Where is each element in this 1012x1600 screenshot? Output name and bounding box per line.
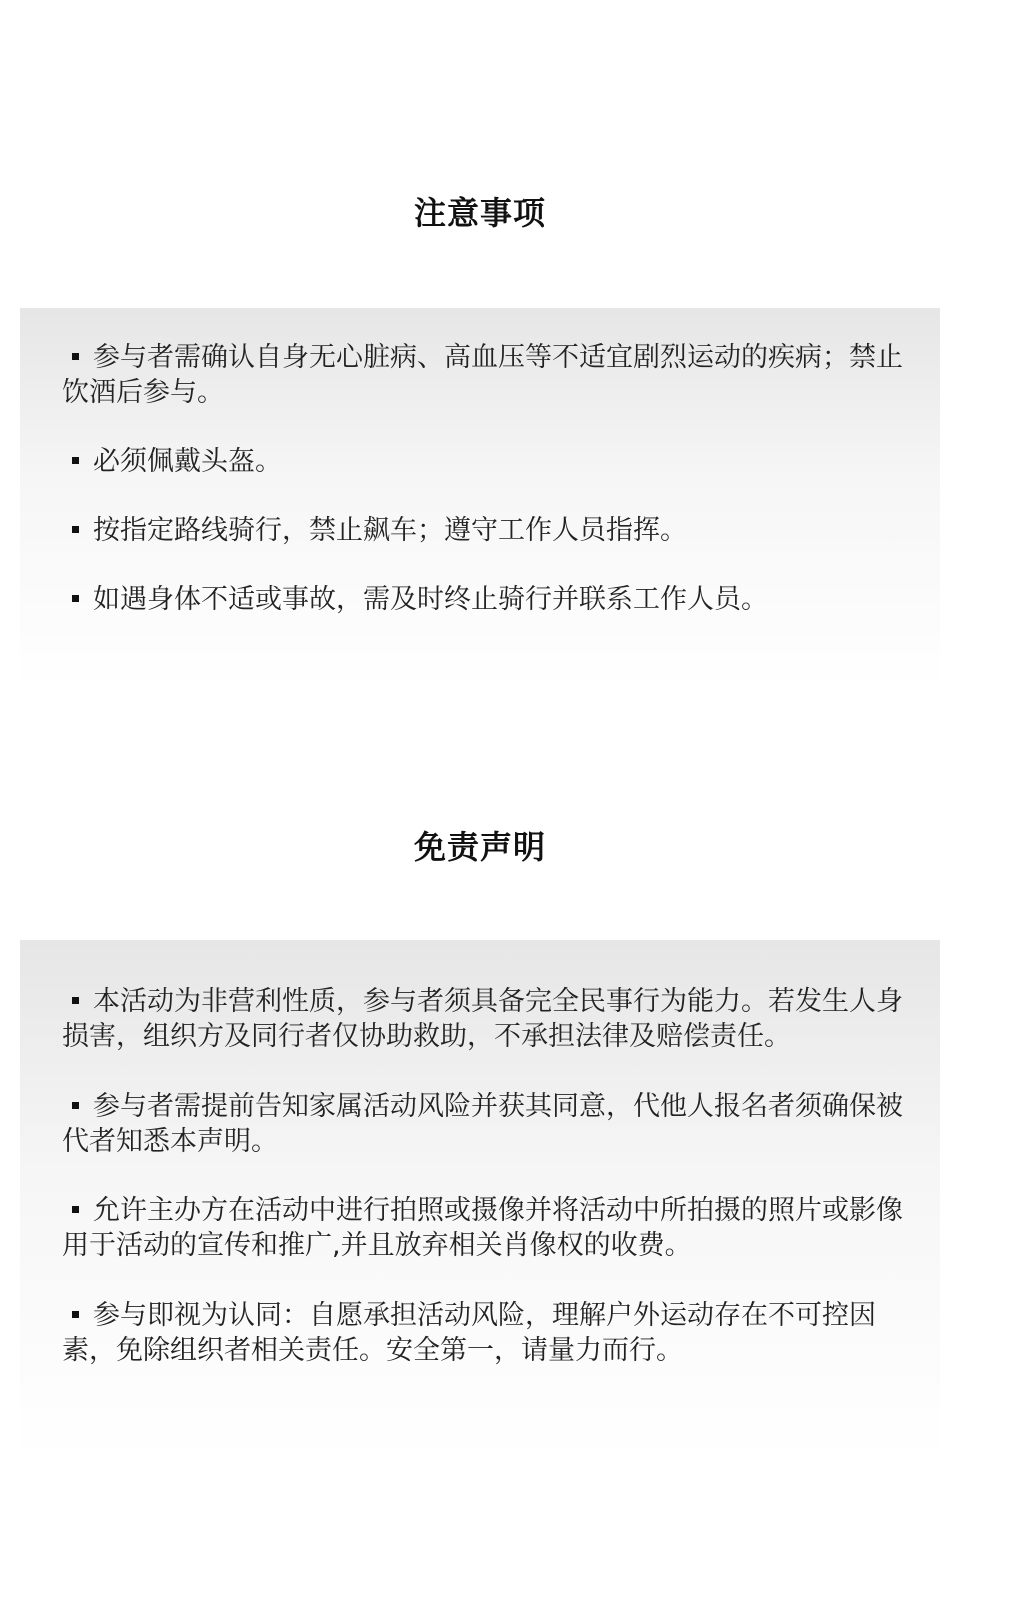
bullet-square-icon [72,595,79,602]
disclaimer-item-text: 本活动为非营利性质，参与者须具备完全民事行为能力。若发生人身损害，组织方及同行者仅协助救助，不承担法律及赔偿责任。 [62,986,903,1052]
notice-item [62,340,922,410]
bullet-square-icon [72,997,79,1004]
disclaimer-item-text: 参与即视为认同：自愿承担活动风险，理解户外运动存在不可控因素，免除组织者相关责任。安全第一，请量力而行。 [62,1300,876,1366]
bullet-square-icon [72,1311,79,1318]
bullet-square-icon [72,1206,79,1213]
notice-item-text: 参与者需确认自身无心脏病、高血压等不适宜剧烈运动的疾病；禁止饮酒后参与。 [62,342,903,408]
disclaimer-item-text: 允许主办方在活动中进行拍照或摄像并将活动中所拍摄的照片或影像用于活动的宣传和推广,并且放弃相关肖像权的收费。 [62,1195,903,1261]
bullet-square-icon [72,1102,79,1109]
disclaimer-item [62,1298,922,1368]
notice-item-text: 如遇身体不适或事故，需及时终止骑行并联系工作人员。 [93,584,768,615]
bullet-square-icon [72,526,79,533]
bullet-square-icon [72,457,79,464]
disclaimer-panel [20,940,940,1460]
disclaimer-section-title: 免责声明 [413,828,546,866]
notice-item [62,513,922,548]
notice-item-text: 按指定路线骑行，禁止飙车；遵守工作人员指挥。 [93,515,687,546]
notice-item [62,582,922,617]
notice-panel [20,308,940,690]
disclaimer-item [62,1193,922,1263]
notice-item-text: 必须佩戴头盔。 [93,446,282,477]
notice-item [62,444,922,479]
disclaimer-item-text: 参与者需提前告知家属活动风险并获其同意，代他人报名者须确保被代者知悉本声明。 [62,1091,903,1157]
disclaimer-item [62,984,922,1054]
disclaimer-item [62,1089,922,1159]
notice-section-title: 注意事项 [413,194,546,232]
bullet-square-icon [72,353,79,360]
